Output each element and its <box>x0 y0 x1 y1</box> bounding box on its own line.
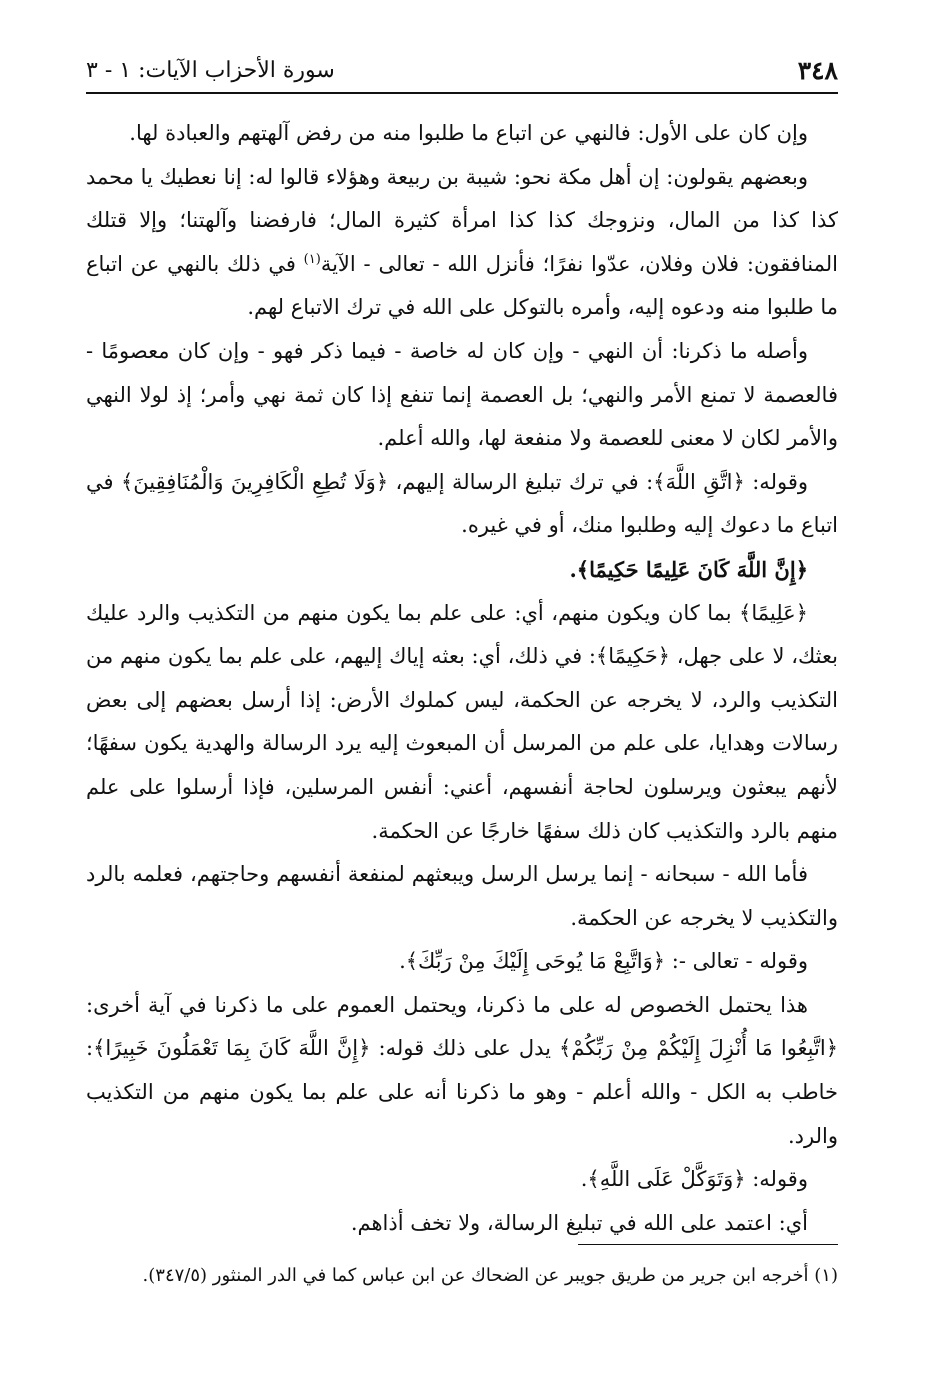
page-number: ٣٤٨ <box>797 56 838 85</box>
running-title: سورة الأحزاب الآيات: ١ - ٣ <box>86 58 335 83</box>
footnote-marker: (١) <box>303 251 321 267</box>
footnote: (١) أخرجه ابن جرير من طريق جويبر عن الضحاك عن ابن عباس كما في الدر المنثور (٣٤٧/٥). <box>142 1265 838 1286</box>
paragraph: وقوله: ﴿وَتَوَكَّلْ عَلَى اللَّهِ﴾. <box>580 1167 808 1192</box>
quran-verse: ﴿إِنَّ اللَّهَ كَانَ عَلِيمًا حَكِيمًا﴾. <box>569 556 808 582</box>
paragraph: ﴿عَلِيمًا﴾ بما كان ويكون منهم، أي: على علم بما يكون منهم من التكذيب والرد عليك بعثك، لا على جهل، ﴿حَكِيمًا﴾: في ذلك، أي: بعثه إياك إليهم، على علم بما يكون منهم من التكذيب والرد، لا يخرجه عن الحكمة، ليس كملوك الأرض: إذا أرسل بعضهم إلى بعض رسالات وهدايا، على علم من المرسل أن المبعوث إليه يرد الرسالة والهدية يكون سفهًا؛ لأنهم يبعثون ويرسلون لحاجة أنفسهم، أعني: أنفس المرسلين، فإذا أرسلوا على علم منهم بالرد والتكذيب كان ذلك سفهًا خارجًا عن الحكمة. <box>86 600 838 843</box>
paragraph-text-tail: في ذلك بالنهي عن اتباع ما طلبوا منه ودعوه إليه، وأمره بالتوكل على الله في ترك الاتباع لهم. <box>86 251 838 320</box>
paragraph: وقوله - تعالى -: ﴿وَاتَّبِعْ مَا يُوحَى إِلَيْكَ مِنْ رَبِّكَ﴾. <box>399 949 808 974</box>
page-header <box>86 52 838 94</box>
paragraph: أي: اعتمد على الله في تبليغ الرسالة، ولا تخف أذاهم. <box>350 1210 808 1235</box>
paragraph-text: وبعضهم يقولون: إن أهل مكة نحو: شيبة بن ربيعة وهؤلاء قالوا له: إنا نعطيك يا محمد كذا كذا من المال، ونزوجك كذا كذا امرأة كثيرة المال؛ فارفضنا وآلهتنا؛ وإلا قتلك المنافقون: فلان وفلان، عدّوا نفرًا؛ فأنزل الله - تعالى - الآية <box>86 164 838 276</box>
footnote-divider <box>578 1244 838 1245</box>
paragraph: وأصله ما ذكرنا: أن النهي - وإن كان له خاصة - فيما ذكر فهو - وإن كان معصومًا - فالعصمة لا تمنع الأمر والنهي؛ بل العصمة إنما تنفع إذا كان ثمة نهي وأمر؛ إذ لولا النهي والأمر لكان لا معنى للعصمة ولا منفعة لها، والله أعلم. <box>86 338 838 451</box>
paragraph: فأما الله - سبحانه - إنما يرسل الرسل ويبعثهم لمنفعة أنفسهم وحاجتهم، فعلمه بالرد والتكذيب لا يخرجه عن الحكمة. <box>86 862 838 930</box>
paragraph: وقوله: ﴿اتَّقِ اللَّهَ﴾: في ترك تبليغ الرسالة إليهم، ﴿وَلَا تُطِعِ الْكَافِرِينَ وَالْمُنَافِقِينَ﴾ في اتباع ما دعوك إليه وطلبوا منك، أو في غيره. <box>86 469 838 538</box>
paragraph: وإن كان على الأول: فالنهي عن اتباع ما طلبوا منه من رفض آلهتهم والعبادة لها. <box>129 121 808 145</box>
main-text <box>86 112 838 1245</box>
paragraph: هذا يحتمل الخصوص له على ما ذكرنا، ويحتمل العموم على ما ذكرنا في آية أخرى: ﴿اتَّبِعُوا مَا أُنْزِلَ إِلَيْكُمْ مِنْ رَبِّكُمْ﴾ يدل على ذلك قوله: ﴿إِنَّ اللَّهَ كَانَ بِمَا تَعْمَلُونَ خَبِيرًا﴾: خاطب به الكل - والله أعلم - وهو ما ذكرنا أنه على علم بما يكون منهم من التكذيب والرد. <box>86 992 838 1148</box>
paragraph <box>86 156 838 330</box>
